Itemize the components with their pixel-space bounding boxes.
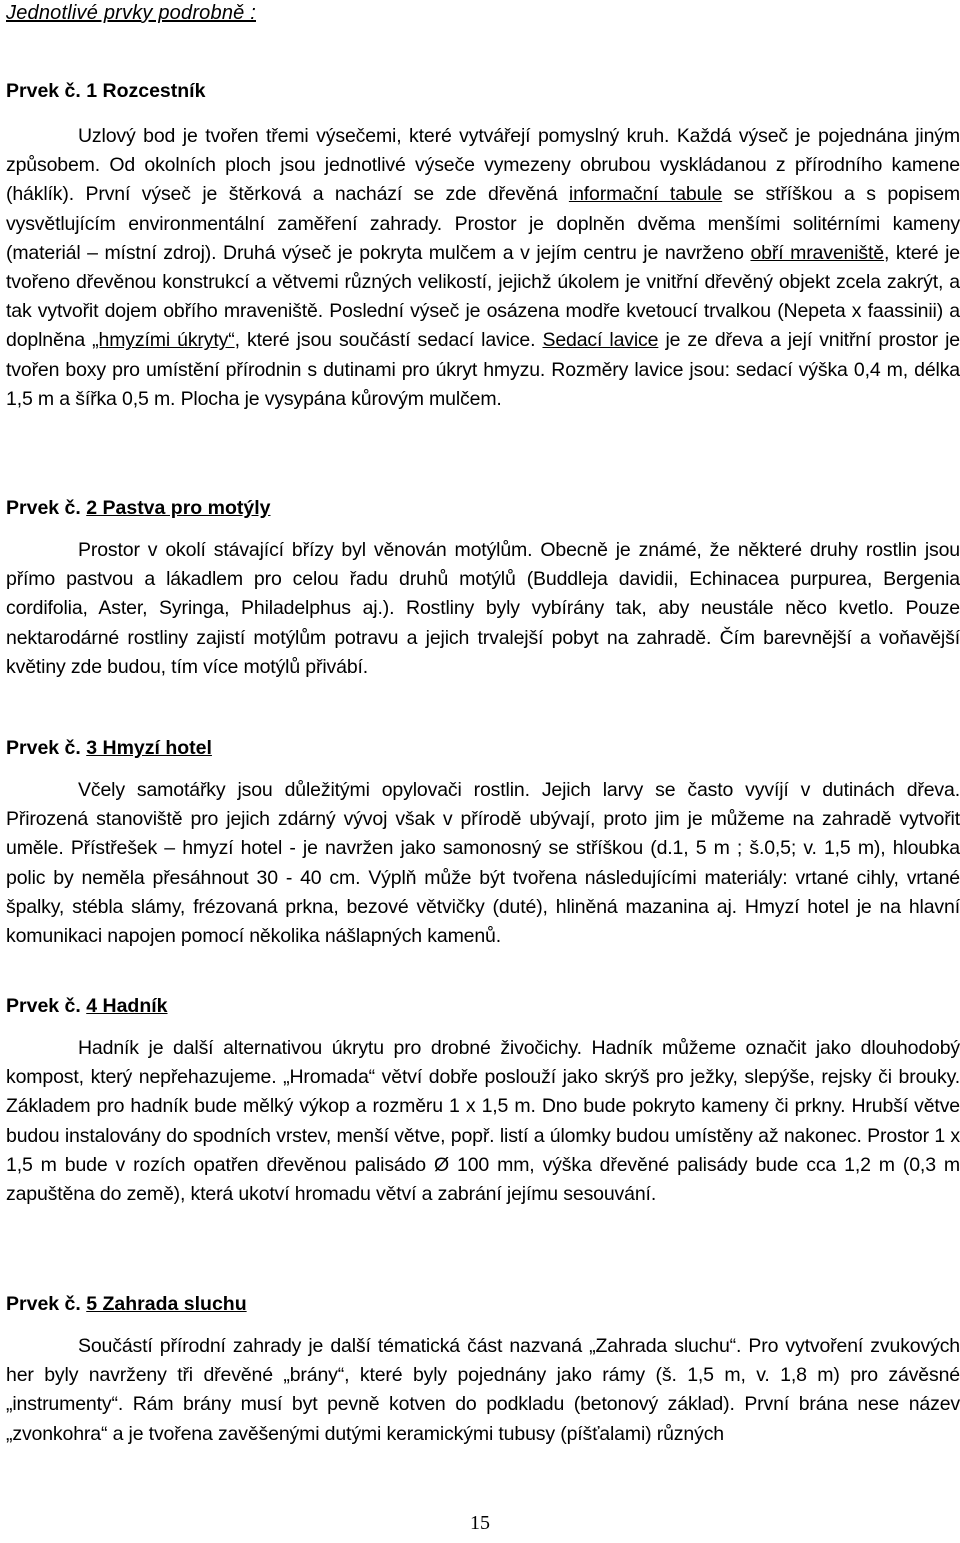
section-4-heading-prefix: Prvek č. [6, 995, 87, 1017]
section-5-heading-prefix: Prvek č. [6, 1293, 87, 1315]
section-1-term-info-board: informační tabule [568, 183, 723, 206]
section-3-heading [6, 737, 212, 760]
section-5-text: Součástí přírodní zahrady je další tématická část nazvaná „Zahrada sluchu“. Pro vytvoření zvukových her byly navrženy tři dřevěné „brány“, které byly pojednány jako rámy (š. 1,5 m, v. 1,8 m) pro závěsné „instrumenty“. Rám brány musí byt pevně kotven do podkladu (betonový základ). První brána nese název „zvonkohra“ a je tvořena zavěšenými dutými keramickými tubusy (píšťalami) různých [6, 1335, 960, 1445]
section-1-text-e: je ze dřeva a její vnitřní prostor je tvořen boxy pro umístění přírodnin s dutinami pro úkryt hmyzu. Rozměry lavice jsou: sedací výška 0,4 m, délka 1,5 m a šířka 0,5 m. Plocha je vysypána kůrovým mulčem. [6, 329, 960, 410]
section-1-term-anthill: obří mraveniště [750, 241, 884, 264]
section-2-text: Prostor v okolí stávající břízy byl věnován motýlům. Obecně je známé, že některé druhy rostlin jsou přímo pastvou a lákadlem pro celou řadu druhů motýlů (Buddleja davidii, Echinacea purpurea, Bergenia cordifolia, Aster, Syringa, Philadelphus aj.). Rostliny byly vybírány tak, aby neustále něco kvetlo. Pouze nektarodárné rostliny zajistí motýlům potravu a jejich trvalejší pobyt na zahradě. Čím barevnější a voňavější květiny zde budou, tím více motýlů přivábí. [6, 539, 960, 678]
section-2-paragraph [6, 536, 960, 682]
section-5-heading [6, 1293, 247, 1316]
section-2-heading-title: 2 Pastva pro motýly [86, 497, 271, 519]
section-1-paragraph [6, 122, 960, 414]
section-1-text-d: , které jsou součástí sedací lavice. [234, 329, 543, 352]
section-3-heading-prefix: Prvek č. [6, 737, 87, 759]
section-3-heading-title: 3 Hmyzí hotel [86, 737, 212, 759]
section-1-text-b: se stříškou a s popisem vysvětlujícím environmentální zaměření zahrady. Prostor je doplněn dvěma menšími solitérními kameny (materiál – místní zdroj). Druhá výseč je pokryta mulčem a v jejím centru je navrženo [6, 183, 960, 264]
section-1-term-insect-shelters: „hmyzími úkryty“ [92, 329, 235, 352]
section-5-heading-title: 5 Zahrada sluchu [86, 1293, 247, 1315]
section-3-paragraph [6, 776, 960, 951]
section-2-heading-prefix: Prvek č. [6, 497, 87, 519]
section-1-term-bench: Sedací lavice [542, 329, 659, 352]
section-1-text-c: , které je tvořeno dřevěnou konstrukcí a větvemi různých velikostí, jejichž úkolem je vnitřní dřevěný objekt zcela zakrýt, a tak vytvořit dojem obřího mraveniště. Poslední výseč je osázena modře kvetoucí trvalkou (Nepeta x faassinii) a doplněna [6, 241, 960, 352]
section-4-paragraph [6, 1034, 960, 1209]
section-4-text: Hadník je další alternativou úkrytu pro drobné živočichy. Hadník můžeme označit jako dlouhodobý kompost, který nepřehazujeme. „Hromada“ větví dobře poslouží jako skrýš pro ježky, slepýše, rejsky či brouky. Základem pro hadník bude mělký výkop a rozměru 1 x 1,5 m. Dno bude pokryto kameny či prkny. Hrubší větve budou instalovány do spodních vrstev, menší větve, popř. listí a úlomky budou umístěny až nakonec. Prostor 1 x 1,5 m bude v rozích opatřen dřevěnou palisádo Ø 100 mm, výška dřevěné palisády bude cca 1,2 m (0,3 m zapuštěna do země), která ukotví hromadu větví a zabrání jejímu sesouvání. [6, 1037, 960, 1206]
section-1-heading [6, 80, 205, 103]
section-3-text: Včely samotářky jsou důležitými opylovači rostlin. Jejich larvy se často vyvíjí v dutinách dřeva. Přirozená stanoviště pro jejich zdárný vývoj však v přírodě ubývají, proto jim je můžeme na zahradě vytvořit uměle. Přístřešek – hmyzí hotel - je navržen jako samonosný se stříškou (d.1, 5 m ; š.0,5; v. 1,5 m), hloubka polic by neměla přesáhnout 30 - 40 cm. Výplň může být tvořena následujícími materiály: vrtané cihly, vrtané špalky, stébla slámy, frézovaná prkna, bezové větvičky (duté), hliněná mazanina aj. Hmyzí hotel je na hlavní komunikaci napojen pomocí několika nášlapných kamenů. [6, 779, 960, 948]
page-number: 15 [470, 1512, 490, 1534]
intro-heading: Jednotlivé prvky podrobně : [6, 2, 256, 24]
section-1-text-a: Uzlový bod je tvořen třemi výsečemi, které vytvářejí pomyslný kruh. Každá výseč je pojednána jiným způsobem. Od okolních ploch jsou jednotlivé výseče vymezeny obrubou vyskládanou z přírodního kamene (háklík). První výseč je štěrková a nachází se zde dřevěná [6, 125, 960, 206]
section-2-heading [6, 497, 270, 520]
section-5-paragraph [6, 1332, 960, 1449]
section-1-heading-prefix: Prvek č. 1 Rozcestník [6, 80, 206, 102]
section-4-heading [6, 995, 168, 1018]
section-4-heading-title: 4 Hadník [86, 995, 168, 1017]
